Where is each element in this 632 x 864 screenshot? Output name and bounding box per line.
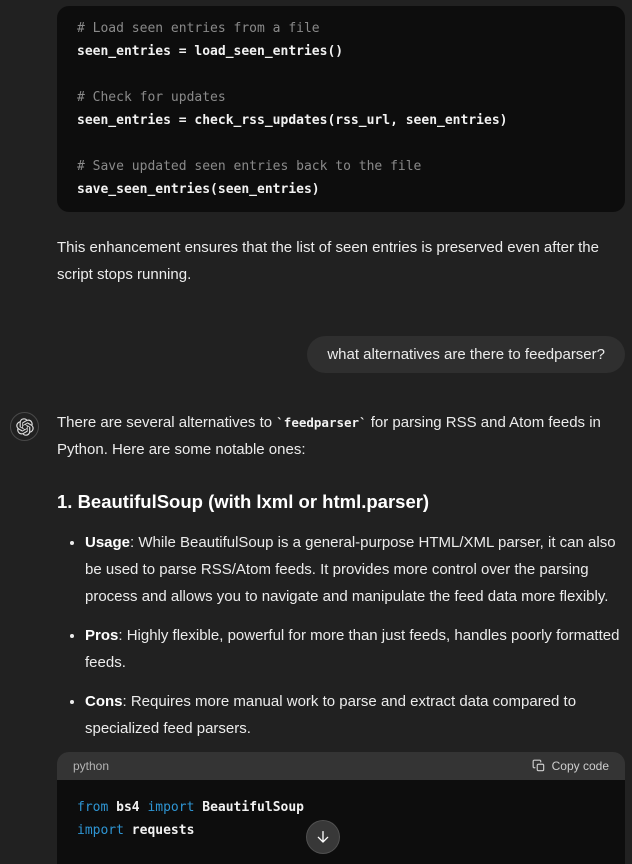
intro-text-after: for parsing RSS and Atom feeds in Python. Here are some notable ones:	[57, 414, 601, 458]
bullet-usage-text: : While BeautifulSoup is a general-purpose HTML/XML parser, it can also be used to parse RSS/Atom feeds. It provides more control over the parsing process and allows you to navigate and manipulate the feed data more flexibly.	[85, 534, 616, 605]
bullet-usage-label: Usage	[85, 534, 131, 551]
code-line: seen_entries = load_seen_entries()	[77, 44, 344, 59]
bullet-cons-text: : Requires more manual work to parse and extract data compared to specialized feed parsers.	[85, 693, 577, 737]
user-message-row	[57, 336, 625, 373]
code-block-top	[57, 6, 625, 212]
code-line: # Load seen entries from a file	[77, 21, 320, 36]
intro-text-before: There are several alternatives to	[57, 414, 277, 431]
inline-code-feedparser: `feedparser`	[276, 415, 367, 430]
copy-code-label: Copy code	[551, 759, 609, 773]
section-heading-beautifulsoup: 1. BeautifulSoup (with lxml or html.parser)	[57, 491, 430, 512]
scroll-to-bottom-button[interactable]	[306, 820, 340, 854]
bullet-cons	[85, 688, 625, 742]
code-language-label: python	[73, 759, 110, 773]
code-line: from bs4 import BeautifulSoup	[77, 800, 304, 815]
bullet-cons-label: Cons	[85, 693, 123, 710]
code-line: import requests	[77, 823, 195, 838]
code-block-header	[57, 752, 625, 780]
code-line: save_seen_entries(seen_entries)	[77, 182, 320, 197]
openai-logo-icon	[16, 418, 34, 436]
assistant-avatar	[10, 412, 39, 441]
assistant-message	[57, 409, 625, 864]
code-line: # Save updated seen entries back to the file	[77, 159, 422, 174]
arrow-down-icon	[315, 829, 331, 845]
user-message-bubble: what alternatives are there to feedparser?	[307, 336, 625, 373]
code-line: # Check for updates	[77, 90, 226, 105]
copy-icon	[532, 759, 546, 773]
code-line	[77, 63, 605, 86]
bullet-usage	[85, 529, 625, 610]
alternatives-bullet-list	[57, 529, 625, 742]
assistant-intro-paragraph	[57, 409, 625, 463]
code-block-python-body	[57, 780, 625, 864]
bullet-pros-label: Pros	[85, 627, 119, 644]
code-block-python	[57, 752, 625, 864]
copy-code-button[interactable]	[532, 759, 609, 773]
code-line: seen_entries = check_rss_updates(rss_url, seen_entries)	[77, 113, 508, 128]
bullet-pros	[85, 622, 625, 676]
code-line	[77, 132, 605, 155]
bullet-pros-text: : Highly flexible, powerful for more than just feeds, handles poorly formatted feeds.	[85, 627, 620, 671]
assistant-paragraph: This enhancement ensures that the list of seen entries is preserved even after the script stops running.	[57, 239, 599, 283]
